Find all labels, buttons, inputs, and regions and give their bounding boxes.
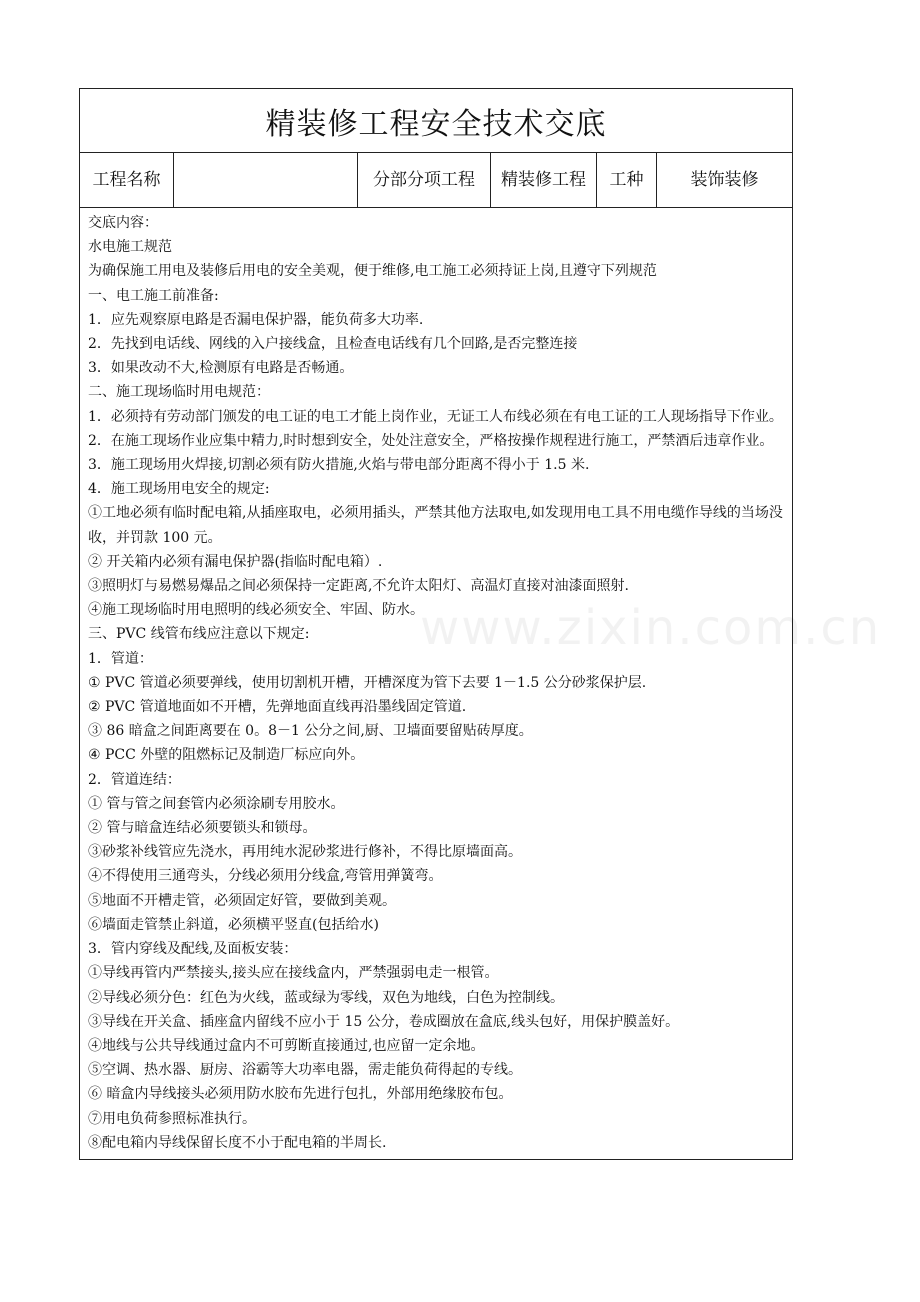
project-name-value (174, 153, 358, 207)
content-line: ③砂浆补线管应先浇水，再用纯水泥砂浆进行修补，不得比原墙面高。 (88, 844, 522, 861)
content-line: 2．先找到电话线、网线的入户接线盒，且检查电话线有几个回路,是否完整连接 (88, 336, 578, 353)
content-line: 一、电工施工前准备: (88, 287, 219, 304)
content-line: 3．如果改动不大,检测原有电路是否畅通。 (88, 360, 354, 377)
content-line: ⑧配电箱内导线保留长度不小于配电箱的半周长. (88, 1134, 387, 1151)
trade-value: 装饰装修 (690, 170, 759, 190)
content-line: ⑦用电负荷参照标准执行。 (88, 1110, 256, 1127)
content-line: 三、PVC 线管布线应注意以下规定: (88, 626, 310, 643)
content-line: 4．施工现场用电安全的规定: (88, 481, 270, 498)
content-line: 1．必须持有劳动部门颁发的电工证的电工才能上岗作业，无证工人布线必须在有电工证的工人现场指导下作业。 (88, 408, 783, 425)
content-line: ①导线再管内严禁接头,接头应在接线盒内，严禁强弱电走一根管。 (88, 965, 499, 982)
content-line: ⑥墙面走管禁止斜道，必须横平竖直(包括给水) (88, 916, 379, 933)
content-line: 1．管道： (88, 650, 153, 667)
content-line: ⑤地面不开槽走管，必须固定好管，要做到美观。 (88, 892, 396, 909)
content-line: ① 管与管之间套管内必须涂刷专用胶水。 (88, 795, 345, 812)
content-line: 交底内容： (88, 215, 158, 231)
subproject-value: 精装修工程 (491, 153, 597, 207)
content-line: 2．管道连结： (88, 771, 181, 788)
content-line: 2．在施工现场作业应集中精力,时时想到安全，处处注意安全，严格按操作规程进行施工，严禁酒后违章作业。 (88, 432, 774, 449)
watermark: www.zixin.com.cn (420, 600, 882, 656)
project-name-label: 工程名称 (80, 153, 174, 207)
content-line: ③导线在开关盒、插座盒内留线不应小于 15 公分，卷成圈放在盒底,线头包好，用保护膜盖好。 (88, 1013, 680, 1030)
content-line: ③照明灯与易燃易爆品之间必须保持一定距离,不允许太阳灯、高温灯直接对油漆面照射. (88, 578, 629, 595)
content-line: 水电施工规范 (88, 239, 172, 256)
content-line: 1．应先观察原电路是否漏电保护器，能负荷多大功率. (88, 311, 424, 328)
content-line: 3．管内穿线及配线,及面板安装： (88, 941, 298, 958)
disclosure-sheet (79, 88, 793, 1160)
content-line: ⑤空调、热水器、厨房、浴霸等大功率电器，需走能负荷得起的专线。 (88, 1062, 522, 1079)
content-line: ② 开关箱内必须有漏电保护器(指临时配电箱）. (88, 553, 383, 570)
content-line: ② 管与暗盒连结必须要锁头和锁母。 (88, 820, 317, 837)
content-line: ④地线与公共导线通过盒内不可剪断直接通过,也应留一定余地。 (88, 1037, 485, 1054)
content-line: ① PVC 管道必须要弹线，使用切割机开槽，开槽深度为管下去要 1－1.5 公分砂浆保护层. (88, 674, 647, 691)
content-line: ④施工现场临时用电照明的线必须安全、牢固、防水。 (88, 602, 424, 619)
content-line: ④不得使用三通弯头，分线必须用分线盒,弯管用弹簧弯。 (88, 868, 443, 885)
content-line: 为确保施工用电及装修后用电的安全美观，便于维修,电工施工必须持证上岗,且遵守下列规范 (88, 263, 657, 280)
content-line: 3．施工现场用火焊接,切割必须有防火措施,火焰与带电部分距离不得小于 1.5 米. (88, 457, 590, 474)
content-line: 二、施工现场临时用电规范： (88, 384, 270, 401)
info-row (80, 153, 792, 208)
content-line: ③ 86 暗盒之间距离要在 0。8－1 公分之间,厨、卫墙面要留贴砖厚度。 (88, 723, 533, 740)
content-line: ⑥ 暗盒内导线接头必须用防水胶布先进行包扎，外部用绝缘胶布包。 (88, 1086, 513, 1103)
content-line: ①工地必须有临时配电箱,从插座取电，必须用插头，严禁其他方法取电,如发现用电工具不用电缆作导线的当场没收，并罚款 100 元。 (88, 505, 783, 546)
disclosure-content (80, 208, 792, 1159)
content-line: ② PVC 管道地面如不开槽，先弹地面直线再沿墨线固定管道. (88, 699, 467, 716)
trade-label: 工种 (597, 153, 657, 207)
document-title: 精装修工程安全技术交底 (265, 106, 607, 142)
content-line: ②导线必须分色：红色为火线，蓝或绿为零线，双色为地线，白色为控制线。 (88, 989, 564, 1006)
content-line: ④ PCC 外壁的阻燃标记及制造厂标应向外。 (88, 747, 365, 764)
title-row (80, 89, 792, 153)
subproject-label: 分部分项工程 (358, 153, 491, 207)
